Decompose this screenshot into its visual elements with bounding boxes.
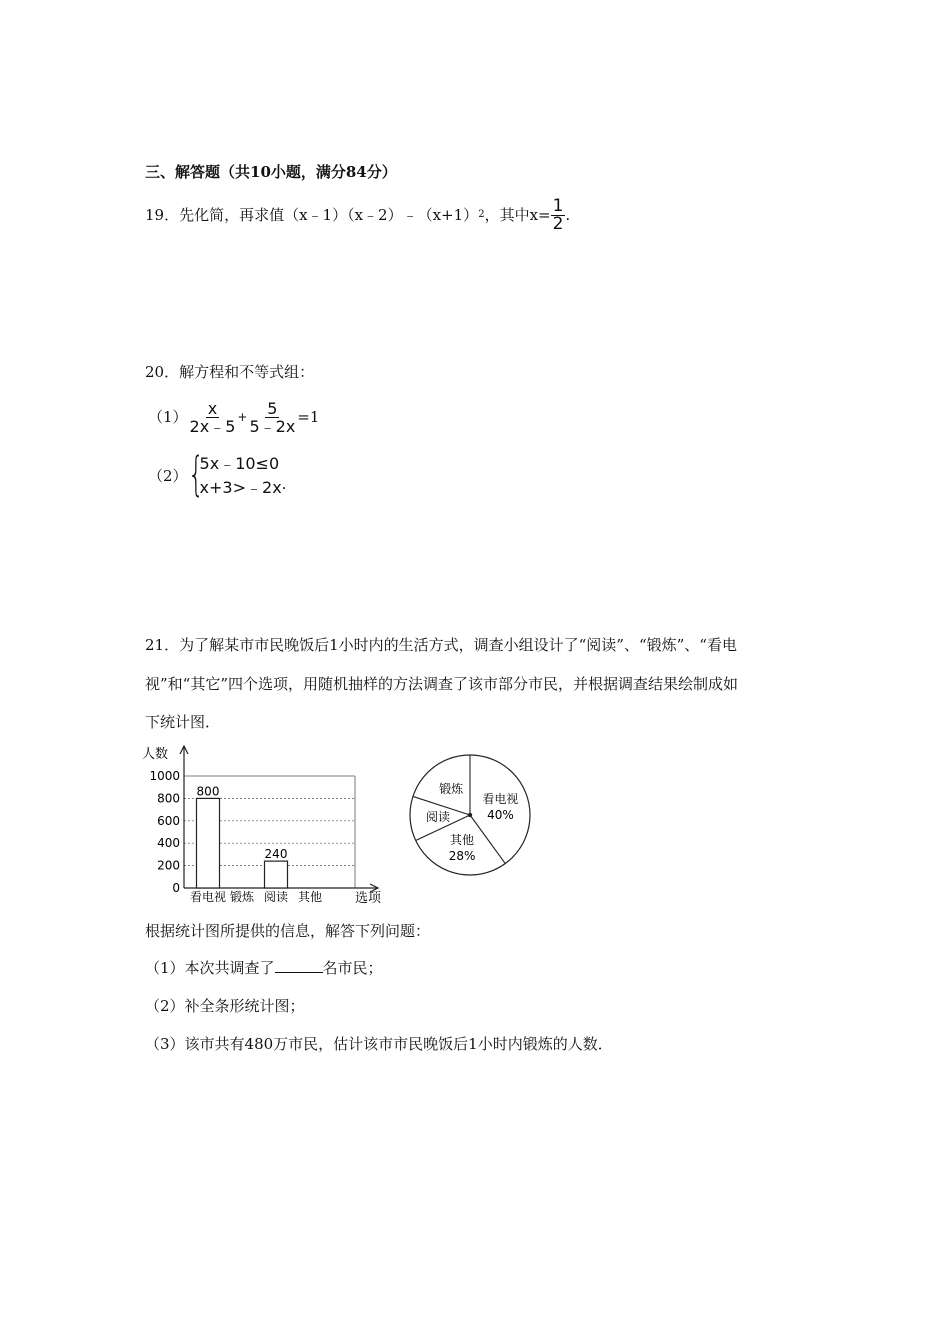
bar-value-label: 800 bbox=[196, 784, 220, 799]
bar-chart-bars bbox=[197, 784, 288, 888]
q20-p1-f1-den: 2x﹣5 bbox=[189, 416, 236, 436]
q20-p1-f2-den: 5﹣2x bbox=[249, 416, 296, 436]
q21-after-chart: 根据统计图所提供的信息，解答下列问题： bbox=[145, 922, 431, 940]
q20-p2-line2: x+3>﹣2x bbox=[199, 478, 282, 497]
pie-slice-label: 看电视 bbox=[482, 792, 519, 807]
x-axis-label: 选项 bbox=[355, 891, 382, 906]
q19-fraction bbox=[551, 195, 566, 234]
q19-exponent: 2 bbox=[478, 209, 485, 220]
q20-p1-fraction-1 bbox=[188, 400, 238, 435]
x-category-label: 锻炼 bbox=[229, 890, 255, 904]
q20-part1 bbox=[148, 395, 319, 439]
pie-center bbox=[468, 813, 472, 817]
q20-p2-end: . bbox=[281, 475, 287, 493]
q21-line3: 下统计图． bbox=[145, 713, 221, 731]
q20-p2-brace: { bbox=[187, 447, 204, 501]
bar bbox=[197, 798, 220, 888]
q19-frac-num: 1 bbox=[552, 195, 564, 216]
q19-number: 19． bbox=[145, 206, 180, 224]
y-tick-label: 800 bbox=[157, 791, 180, 806]
q19-tail: ，其中x= bbox=[484, 206, 551, 224]
q20-part2 bbox=[148, 447, 287, 502]
pie-slice-label: 锻炼 bbox=[439, 782, 464, 797]
q20-p2-label: （2） bbox=[148, 467, 188, 485]
q20-p2-line1: 5x﹣10≤0 bbox=[199, 454, 280, 473]
q19-end: . bbox=[565, 206, 571, 224]
question-19 bbox=[145, 195, 570, 235]
q21-sub1-a: （1）本次共调查了 bbox=[145, 959, 275, 977]
q19-text: 先化简，再求值（x﹣1）（x﹣2）﹣（x+1） bbox=[179, 206, 479, 224]
y-axis-label: 人数 bbox=[142, 747, 169, 762]
q21-sub1 bbox=[145, 958, 383, 978]
bar-value-label: 240 bbox=[264, 847, 288, 862]
y-tick-label: 600 bbox=[157, 813, 180, 828]
pie-slice-percent: 28% bbox=[448, 848, 476, 863]
pie-slice-percent: 40% bbox=[487, 808, 514, 823]
x-category-label: 阅读 bbox=[263, 890, 289, 904]
y-tick-label: 0 bbox=[172, 881, 180, 895]
q20-p2-system bbox=[200, 452, 282, 500]
y-tick-label: 400 bbox=[157, 836, 180, 851]
q19-frac-den: 2 bbox=[552, 213, 564, 234]
y-tick-label: 1000 bbox=[149, 769, 180, 783]
bar-chart-ticks bbox=[149, 769, 180, 895]
q20-p1-f2-num: 5 bbox=[267, 398, 278, 418]
section-title: 三、解答题（共10小题，满分84分） bbox=[145, 163, 397, 181]
pie-slice-label: 阅读 bbox=[426, 810, 451, 825]
q20-title: 20．解方程和不等式组： bbox=[145, 363, 315, 381]
x-category-label: 看电视 bbox=[189, 890, 227, 904]
q21-line2: 视”和“其它”四个选项，用随机抽样的方法调查了该市部分市民，并根据调查结果绘制成如 bbox=[145, 675, 739, 693]
q21-sub1-b: 名市民； bbox=[322, 959, 383, 977]
q20-p1-f1-num: x bbox=[207, 398, 218, 418]
q20-p1-plus: + bbox=[237, 410, 248, 424]
q21-line1: 21．为了解某市市民晚饭后1小时内的生活方式，调查小组设计了“阅读”、“锻炼”、“看电 bbox=[145, 636, 737, 654]
pie-chart bbox=[405, 750, 535, 880]
x-category-label: 其他 bbox=[297, 890, 323, 904]
q20-p1-fraction-2 bbox=[247, 400, 297, 435]
pie-slice-label: 其他 bbox=[450, 832, 475, 847]
y-tick-label: 200 bbox=[157, 858, 180, 873]
q20-p1-rhs: =1 bbox=[297, 408, 320, 426]
answer-blank[interactable] bbox=[275, 958, 323, 973]
q21-sub2: （2）补全条形统计图； bbox=[145, 997, 305, 1015]
q21-sub3: （3）该市共有480万市民，估计该市市民晚饭后1小时内锻炼的人数． bbox=[145, 1035, 613, 1053]
q20-p1-label: （1） bbox=[148, 408, 188, 426]
bar bbox=[265, 861, 288, 888]
bar-chart-categories bbox=[190, 889, 322, 904]
bar-chart bbox=[140, 742, 390, 906]
